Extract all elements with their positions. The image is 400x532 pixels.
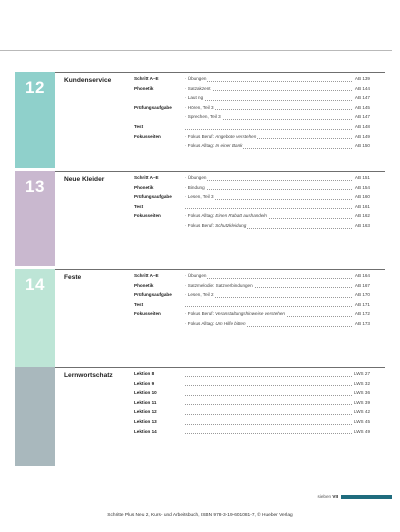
- toc-page-ref: LWS 27: [353, 369, 370, 379]
- toc-page-ref: AB 147: [354, 112, 370, 122]
- toc-item: [185, 211, 268, 221]
- lesson-color-band: [15, 72, 55, 168]
- toc-item-text: · Fokus Beruf:: [185, 133, 216, 139]
- dot-leader: [185, 376, 352, 377]
- toc-row: [134, 407, 370, 417]
- toc-row: [134, 192, 370, 202]
- toc-row: [134, 319, 370, 329]
- toc-row: [134, 309, 370, 319]
- toc-page-ref: AB 167: [354, 281, 370, 291]
- toc-row: [134, 398, 370, 408]
- toc-row: [134, 103, 370, 113]
- toc-page-ref: AB 170: [354, 290, 370, 300]
- toc-page-ref: AB 151: [354, 173, 370, 183]
- top-rule: [0, 50, 392, 51]
- dot-leader: [185, 180, 352, 181]
- toc-page-ref: AB 149: [354, 132, 370, 142]
- toc-item-text: · Fokus Alltag:: [185, 213, 216, 219]
- dot-leader: [185, 81, 352, 82]
- toc-page-ref: AB 147: [354, 93, 370, 103]
- toc-row: [134, 388, 370, 398]
- toc-category: Phonetik: [134, 184, 154, 190]
- dot-leader: [185, 433, 352, 434]
- lesson-number: 12: [25, 78, 45, 97]
- toc-item-text: · Lesen, Teil 2: [185, 292, 214, 298]
- toc-page-ref: LWS 45: [353, 417, 370, 427]
- section-divider: [15, 367, 385, 368]
- footer-credit: Schritte Plus Neu 2, Kurs- und Arbeitsbuch, ISBN 978-3-19-601081-7, © Hueber Verlag: [107, 513, 293, 518]
- dot-leader: [185, 208, 352, 209]
- toc-row: [134, 173, 370, 183]
- toc-row: [134, 211, 370, 221]
- toc-category: Lektion 13: [134, 419, 157, 424]
- toc-item-italic: Einen Rabatt aushandeln: [215, 213, 267, 219]
- section-lesson-12: [15, 72, 385, 168]
- toc-category: Phonetik: [134, 85, 154, 91]
- toc-row: [134, 221, 370, 231]
- toc-category: Fokusseiten: [134, 133, 161, 139]
- toc-item-text: · Fokus Alltag:: [185, 321, 216, 326]
- toc-item-italic: Veranstaltungshinweise verstehen: [215, 311, 285, 317]
- toc-row: [134, 369, 370, 379]
- toc-item: [185, 132, 257, 142]
- toc-page-ref: LWS 36: [353, 388, 370, 398]
- lesson-color-band: [15, 367, 55, 466]
- toc-category: Lektion 9: [134, 380, 155, 386]
- toc-page-ref: AB 148: [354, 122, 370, 132]
- toc-row: [134, 290, 370, 300]
- toc-page-ref: AB 160: [354, 192, 370, 202]
- toc-page-ref: AB 161: [354, 202, 370, 212]
- dot-leader: [185, 100, 352, 101]
- folio-word: sieben: [317, 494, 332, 499]
- toc-category: Lektion 8: [134, 371, 155, 376]
- toc-item: [185, 221, 247, 231]
- toc-category: Phonetik: [134, 282, 154, 288]
- dot-leader: [185, 414, 352, 415]
- toc-item: [185, 271, 207, 281]
- toc-row: [134, 132, 370, 142]
- lesson-color-band: [15, 171, 55, 266]
- dot-leader: [185, 306, 352, 307]
- dot-leader: [185, 129, 352, 130]
- toc-item: [185, 183, 206, 193]
- toc-item: [185, 192, 215, 202]
- section-divider: [15, 72, 385, 73]
- toc-item: [185, 93, 204, 103]
- toc-row: [134, 379, 370, 389]
- toc-item-text: · Fokus Alltag:: [185, 143, 216, 149]
- lesson-number: 14: [25, 275, 45, 294]
- section-lesson-14: [15, 269, 385, 368]
- toc-row: [134, 84, 370, 94]
- toc-item: [185, 281, 254, 291]
- section-divider: [15, 269, 385, 270]
- toc-item: [185, 141, 243, 151]
- toc-item-italic: Schutzkleidung: [215, 223, 247, 228]
- toc-item: [185, 173, 207, 183]
- toc-page-ref: AB 172: [354, 309, 370, 319]
- toc-category: Test: [134, 203, 144, 209]
- toc-row: [134, 74, 370, 84]
- toc-category: Lektion 14: [134, 428, 157, 434]
- toc-item-text: · Übungen: [185, 273, 207, 278]
- lesson-number: 13: [25, 177, 45, 196]
- toc-category: Schritt A–E: [134, 76, 159, 81]
- toc-category: Test: [134, 301, 144, 307]
- toc-category: Lektion 12: [134, 409, 157, 415]
- toc-item-text: · Bindung: [185, 184, 205, 190]
- lesson-title: Feste: [64, 274, 82, 281]
- toc-row: [134, 112, 370, 122]
- toc-row: [134, 122, 370, 132]
- toc-category: Schritt A–E: [134, 273, 159, 278]
- lesson-title: Kundenservice: [64, 77, 112, 84]
- section-lernwortschatz: [15, 367, 385, 466]
- toc-page-ref: LWS 49: [353, 427, 370, 437]
- toc-item: [185, 103, 215, 113]
- dot-leader: [185, 189, 352, 190]
- toc-item-text: · Übungen: [185, 76, 207, 81]
- toc-item: [185, 290, 215, 300]
- toc-row: [134, 141, 370, 151]
- toc-item-text: · Fokus Beruf:: [185, 311, 216, 317]
- toc-row: [134, 93, 370, 103]
- toc-category: Schritt A–E: [134, 175, 159, 180]
- toc-page-ref: LWS 42: [353, 407, 370, 417]
- toc-category: Lektion 10: [134, 390, 157, 396]
- toc-page-ref: LWS 39: [353, 398, 370, 408]
- toc-page-ref: AB 162: [354, 211, 370, 221]
- toc-item: [185, 74, 207, 84]
- toc-row: [134, 202, 370, 212]
- toc-item-italic: Um Hilfe bitten: [215, 321, 246, 326]
- toc-row: [134, 183, 370, 193]
- toc-item: [185, 319, 247, 329]
- toc-page-ref: AB 150: [354, 141, 370, 151]
- lesson-title: Neue Kleider: [64, 176, 105, 183]
- toc-category: Prüfungsaufgabe: [134, 104, 172, 110]
- toc-item-text: · Übungen: [185, 175, 207, 180]
- toc-row: [134, 300, 370, 310]
- toc-row: [134, 271, 370, 281]
- toc-category: Prüfungsaufgabe: [134, 194, 172, 200]
- toc-category: Fokusseiten: [134, 311, 161, 317]
- folio-roman: VII: [332, 494, 338, 499]
- toc-item-italic: Angebote verstehen: [215, 133, 257, 139]
- dot-leader: [185, 395, 352, 396]
- lesson-color-band: [15, 269, 55, 368]
- toc-row: [134, 427, 370, 437]
- page-folio: [318, 494, 338, 499]
- toc-item-text: · Satzakzent: [185, 85, 211, 91]
- folio-accent-bar: [341, 495, 392, 499]
- toc-item-text: · Lesen, Teil 3: [185, 194, 214, 200]
- toc-category: Fokusseiten: [134, 213, 161, 219]
- section-divider: [15, 171, 385, 172]
- toc-item: [185, 112, 222, 122]
- toc-page-ref: AB 144: [354, 84, 370, 94]
- toc-page-ref: AB 163: [354, 221, 370, 231]
- dot-leader: [185, 424, 352, 425]
- toc-page-ref: AB 154: [354, 183, 370, 193]
- lesson-title: Lernwortschatz: [64, 372, 113, 379]
- toc-category: Prüfungsaufgabe: [134, 292, 172, 298]
- toc-item-italic: In einer Bank: [215, 143, 243, 149]
- toc-page-ref: AB 164: [354, 271, 370, 281]
- toc-item-text: · Sprechen, Teil 3: [185, 114, 221, 120]
- toc-page-ref: AB 171: [354, 300, 370, 310]
- toc-row: [134, 281, 370, 291]
- dot-leader: [185, 278, 352, 279]
- toc-item: [185, 84, 212, 94]
- toc-item-text: · Hören, Teil 3: [185, 104, 214, 110]
- dot-leader: [185, 385, 352, 386]
- toc-page-ref: AB 139: [354, 74, 370, 84]
- dot-leader: [185, 404, 352, 405]
- toc-item-text: · Laut ng: [185, 95, 204, 101]
- toc-item: [185, 309, 286, 319]
- toc-category: Test: [134, 124, 144, 129]
- toc-page-ref: LWS 32: [353, 379, 370, 389]
- toc-page-ref: AB 145: [354, 103, 370, 113]
- toc-row: [134, 417, 370, 427]
- toc-item-text: · Satzmelodie: Satzverbindungen: [185, 282, 253, 288]
- toc-item-text: · Fokus Beruf:: [185, 223, 216, 228]
- toc-page-ref: AB 173: [354, 319, 370, 329]
- toc-category: Lektion 11: [134, 399, 157, 405]
- section-lesson-13: [15, 171, 385, 266]
